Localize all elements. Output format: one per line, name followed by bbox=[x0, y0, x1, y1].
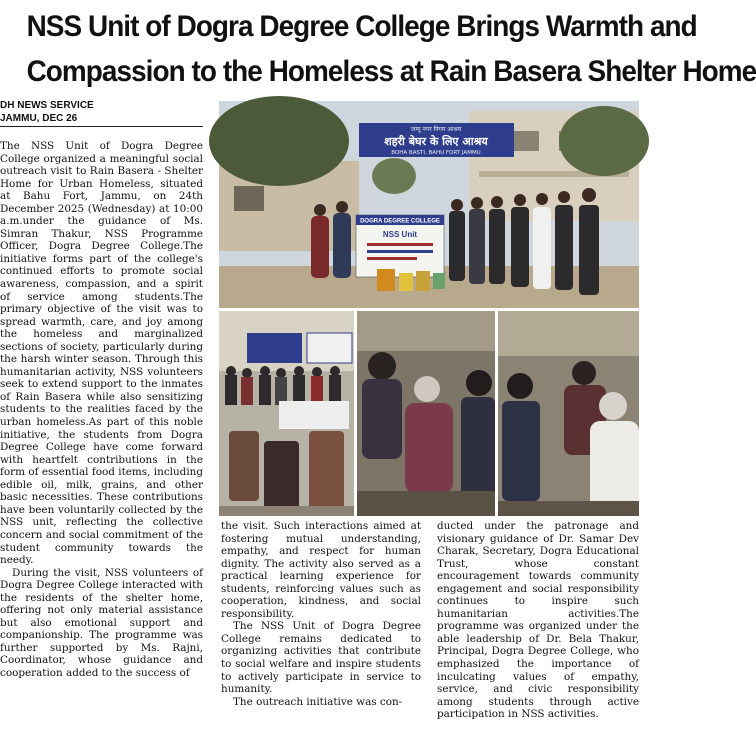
article-paragraph: ducted under the patronage and visionary guidance of Dr. Samar Dev Charak, Secretary, Dogra Educational Trust, whose constant encouragement towards community engagement and social responsibility continues to inspire such humanitarian activities.The programme was organized under the able leadership of Dr. Bela Thakur, Principal, Dogra Degree College, who emphasized the importance of inculcating values of empathy, service, and civic responsibility among students through active participation in NSS activities. bbox=[437, 520, 639, 721]
photo-elder-interaction bbox=[357, 311, 495, 516]
photo-student-with-elder bbox=[498, 311, 639, 516]
article-paragraph: The outreach initiative was con- bbox=[233, 695, 403, 708]
article-paragraph: The NSS Unit of Dogra Degree College remains dedicated to organizing activities that contribute to social welfare and inspire students to actively participate in service to humanity. bbox=[221, 620, 421, 696]
article-paragraph: The NSS Unit of Dogra Degree College organized a meaningful social outreach visit to Rain Basera - Shelter Home for Urban Homeless, situated at Bahu Fort, Jammu, on 24th December 2025 (Wednesday) at 10:00 a.m.under the guidance of Ms. Simran Thakur, NSS Programme Officer, Dogra Degree College.The initiative forms part of the college's continued efforts to promote social awareness, compassion, and a spirit of service among students.The primary objective of the visit was to spread warmth, care, and joy among the homeless and marginalized sections of society, particularly during the harsh winter season. Through this humanitarian activity, NSS volunteers seek to extend support to the inmates of Rain Basera while also sensitizing students to the realities faced by the urban homeless.As part of this noble initiative, the students from Dogra Degree College have come forward with heartfelt contributions in the form of essential food items, including edible oil, milk, grains, and other basic necessities. These contributions have been voluntarily collected by the NSS unit, reflecting the collective concern and social commitment of the student community towards the needy. bbox=[0, 140, 203, 567]
banner-unit: NSS Unit bbox=[382, 230, 418, 239]
byline-service: DH NEWS SERVICE bbox=[0, 100, 94, 111]
headline-line-1: NSS Unit of Dogra Degree College Brings Warmth and bbox=[26, 10, 697, 43]
article-column-1 bbox=[0, 140, 203, 736]
sign-english: BOHA BASTI, BAHU FORT JAMMU bbox=[391, 150, 481, 156]
photo-group-shelter bbox=[219, 101, 639, 308]
photo-students-gathering bbox=[219, 311, 354, 516]
byline-dateline: JAMMU, DEC 26 bbox=[0, 113, 78, 124]
headline bbox=[26, 4, 756, 94]
sign-hindi-small: जम्मू नगर निगम आश्रय bbox=[410, 126, 462, 133]
article-paragraph: During the visit, NSS volunteers of Dogra Degree College interacted with the residents of the shelter home, offering not only material assistance but also emotional support and companionship. The programme was further supported by Ms. Rajni, Coordinator, whose guidance and cooperation added to the success of bbox=[0, 566, 203, 679]
article-column-2 bbox=[221, 520, 421, 736]
banner-title: DOGRA DEGREE COLLEGE bbox=[360, 218, 440, 225]
headline-line-2: Compassion to the Homeless at Rain Basera Shelter Home bbox=[26, 55, 756, 88]
sign-hindi: शहरी बेघर के लिए आश्रय bbox=[384, 135, 488, 148]
byline-rule bbox=[0, 126, 203, 127]
article-paragraph: the visit. Such interactions aimed at fostering mutual understanding, empathy, and respect for human dignity. The activity also served as a practical learning experience for students, reinforcing values such as cooperation, kindness, and social responsibility. bbox=[221, 520, 421, 620]
article-column-3 bbox=[437, 520, 639, 736]
